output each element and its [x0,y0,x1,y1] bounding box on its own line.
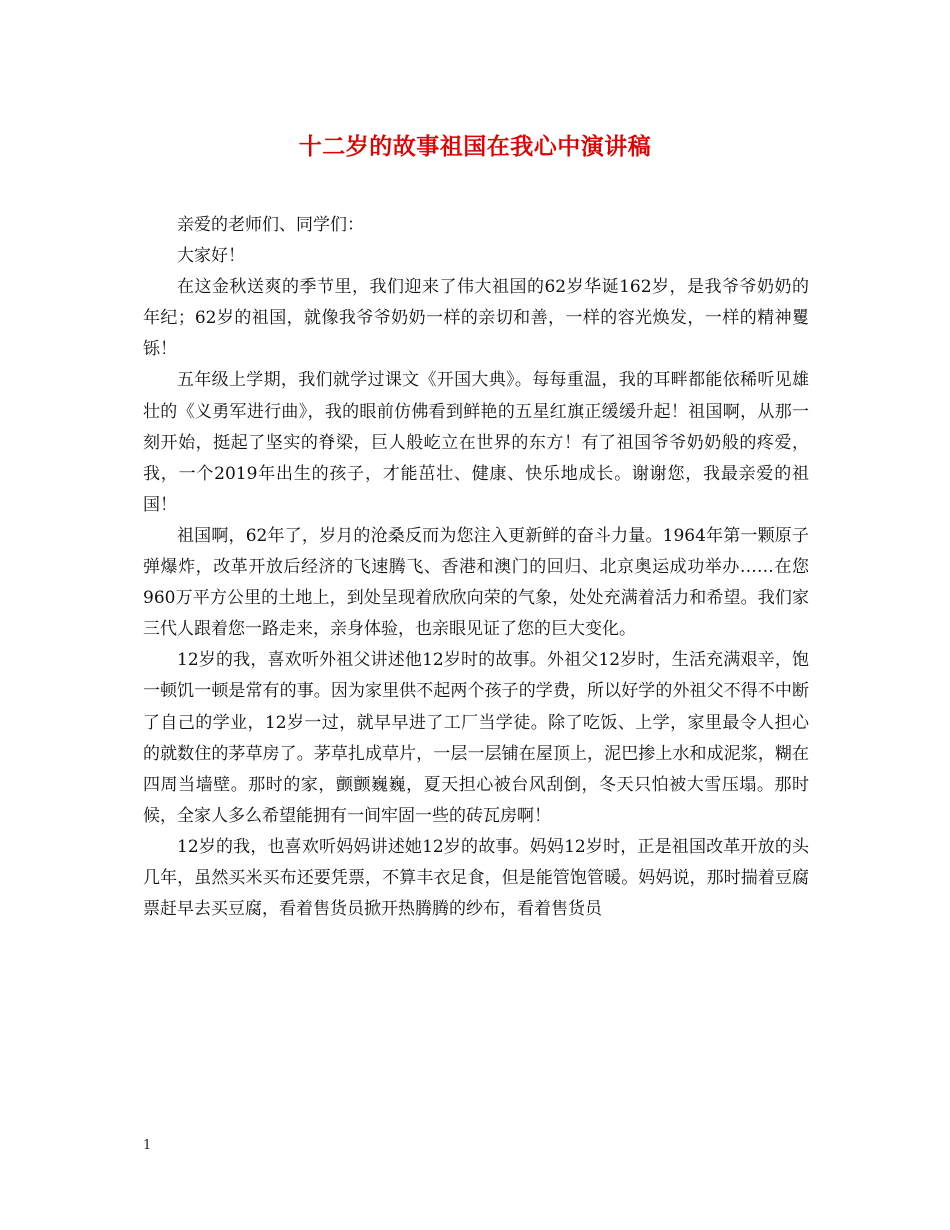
paragraph-62-years: 祖国啊，62年了，岁月的沧桑反而为您注入更新鲜的奋斗力量。1964年第一颗原子弹爆炸，改革开放后经济的飞速腾飞、香港和澳门的回归、北京奥运成功举办……在您960万平方公里的土地上，到处呈现着欣欣向荣的气象，处处充满着活力和希望。我们家三代人跟着您一路走来，亲身体验，也亲眼见证了您的巨大变化。 [143,525,809,640]
paragraph-founding-ceremony: 五年级上学期，我们就学过课文《开国大典》。每每重温，我的耳畔都能依稀听见雄壮的《义勇军进行曲》，我的眼前仿佛看到鲜艳的五星红旗正缓缓升起！祖国啊，从那一刻开始，挺起了坚实的脊梁，巨人般屹立在世界的东方！有了祖国爷爷奶奶般的疼爱，我，一个2019年出生的孩子，才能茁壮、健康、快乐地成长。谢谢您，我最亲爱的祖国！ [143,370,809,515]
document-body [143,210,809,925]
paragraph-autumn: 在这金秋送爽的季节里，我们迎来了伟大祖国的62岁华诞162岁，是我爷爷奶奶的年纪；62岁的祖国，就像我爷爷奶奶一样的亲切和善，一样的容光焕发，一样的精神矍铄！ [143,277,809,360]
paragraph-greeting: 亲爱的老师们、同学们： [177,215,364,235]
paragraph-hello: 大家好！ [177,246,245,267]
paragraph-mother-story: 12岁的我，也喜欢听妈妈讲述她12岁的故事。妈妈12岁时，正是祖国改革开放的头几年，虽然买米买布还要凭票，不算丰衣足食，但是能管饱管暖。妈妈说，那时揣着豆腐票赶早去买豆腐，看着售货员掀开热腾腾的纱布，看着售货员 [143,836,809,920]
paragraph-grandfather-story: 12岁的我，喜欢听外祖父讲述他12岁时的故事。外祖父12岁时，生活充满艰辛，饱一顿饥一顿是常有的事。因为家里供不起两个孩子的学费，所以好学的外祖父不得不中断了自己的学业，12岁一过，就早早进了工厂当学徒。除了吃饭、上学，家里最令人担心的就数住的茅草房了。茅草扎成草片，一层一层铺在屋顶上，泥巴掺上水和成泥浆，糊在四周当墙壁。那时的家，颤颤巍巍，夏天担心被台风刮倒，冬天只怕被大雪压塌。那时候，全家人多么希望能拥有一间牢固一些的砖瓦房啊！ [143,650,809,826]
document-title: 十二岁的故事祖国在我心中演讲稿 [298,133,652,160]
page-number: 1 [143,1138,152,1153]
